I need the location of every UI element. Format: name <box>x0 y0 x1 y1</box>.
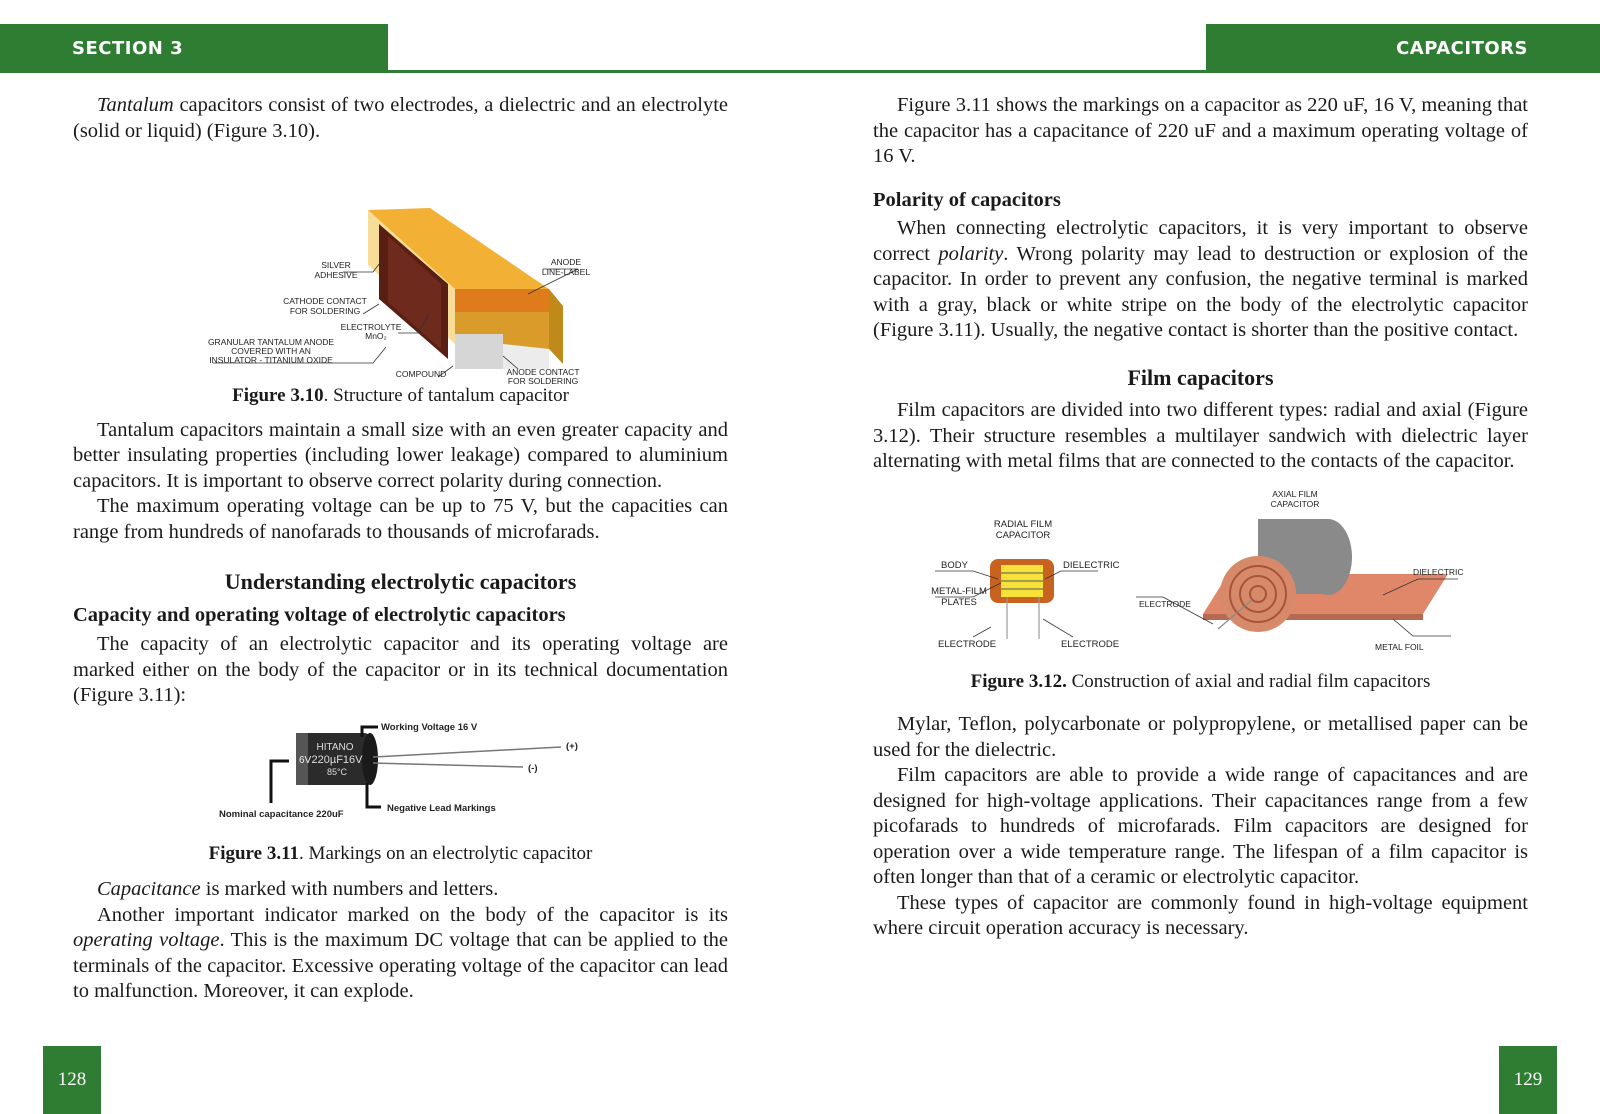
label-axial-2: CAPACITOR <box>1270 498 1320 509</box>
svg-text:PLATES <box>941 597 977 608</box>
paragraph: The capacity of an electrolytic capacitor and its operating voltage are marked either on the body of the capacitor or in its technical documentation (Figure 3.11): <box>73 633 728 706</box>
emphasis: operating voltage <box>73 929 220 951</box>
label-granular-2: COVERED WITH AN <box>231 346 311 356</box>
label-granular-3: INSULATOR - TITANIUM OXIDE <box>209 355 333 365</box>
label-nominal-capacitance: Nominal capacitance 220uF <box>219 808 344 820</box>
chapter-header <box>1206 24 1600 72</box>
label-plus: (+) <box>566 740 578 752</box>
svg-text:85°C <box>327 767 348 777</box>
paragraph <box>73 93 728 144</box>
film-capacitors-diagram <box>873 479 1528 659</box>
text: is marked with numbers and letters. <box>200 878 499 900</box>
svg-text:ELECTRODE <box>1061 639 1119 650</box>
text: When connecting electrolytic capacitors, it is very important to observe correct <box>873 217 1528 265</box>
svg-text:MnO₂ <box>365 331 387 341</box>
figure-3-12 <box>873 479 1528 659</box>
emphasis: Tantalum <box>97 94 174 116</box>
body-side: 6V <box>299 754 312 766</box>
label-mno2: MnO₂ <box>365 331 387 341</box>
page-number-left <box>43 1046 101 1114</box>
header-rule <box>0 70 1600 73</box>
caption-text: Construction of axial and radial film capacitors <box>1066 670 1431 692</box>
svg-text:Nominal capacitance 220uF <box>219 809 344 820</box>
label-adhesive: ADHESIVE <box>314 270 358 280</box>
label-metal-foil: METAL FOIL <box>1375 641 1424 652</box>
section-label: SECTION 3 <box>72 37 184 59</box>
svg-text:ADHESIVE <box>315 270 358 280</box>
chapter-label: CAPACITORS <box>1396 37 1528 59</box>
svg-text:DIELECTRIC <box>1063 560 1120 571</box>
svg-text:CATHODE CONTACT <box>283 296 367 306</box>
label-body: BODY <box>941 559 968 571</box>
section-heading: Film capacitors <box>1127 364 1274 390</box>
label-axial: AXIAL FILM <box>1272 488 1318 499</box>
figure-caption <box>873 669 1528 695</box>
paragraph: Tantalum capacitors maintain a small size with an even greater capacity and better insulating properties (including lower leakage) compared to aluminium capacitors. It is important to observe correct polarity during connection. <box>73 418 728 492</box>
label-anode-line: LINE-LABEL <box>541 267 591 277</box>
label-minus: (-) <box>528 762 538 774</box>
label-compound: COMPOUND <box>395 369 447 379</box>
label-dielectric-radial: DIELECTRIC <box>1063 559 1120 571</box>
svg-text:ELECTRODE <box>938 639 996 650</box>
page-number-right <box>1499 1046 1557 1114</box>
text: . This is the maximum DC voltage that can be applied to the terminals of the capacitor. Excessive operating voltage of the capacitor can lead to malfunction. Moreover, it can explode. <box>73 929 729 1002</box>
paragraph: The maximum operating voltage can be up to 75 V, but the capacities can range from hundreds of nanofarads to thousands of microfarads. <box>73 495 728 543</box>
svg-text:220µF16V <box>312 754 364 766</box>
caption-number: Figure 3.10 <box>232 385 324 406</box>
label-radial: RADIAL FILM <box>993 518 1053 530</box>
label-anode-contact: ANODE CONTACT <box>506 367 580 377</box>
page-number: 128 <box>57 1069 87 1090</box>
svg-text:BODY <box>941 560 969 571</box>
svg-text:COMPOUND <box>396 369 447 379</box>
svg-text:Negative Lead Markings <box>387 803 496 814</box>
svg-text:SILVER <box>321 260 351 270</box>
paragraph <box>873 216 1528 344</box>
svg-text:Working Voltage 16 V <box>381 722 478 733</box>
svg-text:ELECTRODE <box>1139 599 1191 609</box>
svg-text:6V <box>299 755 312 766</box>
svg-text:(-) <box>528 763 538 774</box>
label-silver: SILVER <box>321 260 351 270</box>
svg-text:AXIAL FILM <box>1272 489 1318 499</box>
electrolytic-capacitor-diagram <box>73 719 728 839</box>
paragraph <box>73 877 728 903</box>
label-working-voltage: Working Voltage 16 V <box>381 721 478 733</box>
svg-text:RADIAL FILM <box>994 519 1052 530</box>
label-electrolyte: ELECTROLYTE <box>340 322 402 332</box>
figure-caption <box>73 383 728 409</box>
body-brand: HITANO <box>316 741 354 753</box>
svg-text:LINE-LABEL <box>542 267 590 277</box>
emphasis: polarity <box>938 242 1004 265</box>
svg-text:CAPACITOR <box>996 530 1051 541</box>
svg-text:METAL FOIL <box>1375 642 1424 652</box>
tantalum-capacitor-diagram <box>73 144 728 386</box>
svg-text:FOR SOLDERING <box>508 376 578 386</box>
svg-text:CAPACITOR <box>1271 499 1320 509</box>
page-number: 129 <box>1513 1069 1543 1090</box>
figure-3-11 <box>73 719 728 839</box>
label-radial-2: CAPACITOR <box>995 529 1051 541</box>
paragraph: Film capacitors are divided into two different types: radial and axial (Figure 3.12). Their structure resembles a multilayer sandwich with dielectric layer alternating with metal films that are connected to the contacts of the capacitor. <box>873 399 1528 472</box>
label-negative-lead: Negative Lead Markings <box>387 802 496 814</box>
figure-3-10 <box>73 144 728 386</box>
paragraph: Mylar, Teflon, polycarbonate or polypropylene, or metallised paper can be used for the dielectric. <box>873 713 1528 761</box>
section-header <box>0 24 388 72</box>
svg-text:(+) <box>566 741 578 752</box>
paragraph <box>73 903 728 1005</box>
caption-number: Figure 3.12. <box>970 670 1067 692</box>
label-cathode: CATHODE CONTACT <box>283 296 367 306</box>
label-anode: ANODE <box>550 257 582 267</box>
body-value: 220µF16V <box>311 753 363 766</box>
right-page-column <box>873 93 1528 942</box>
label-anode-contact-2: FOR SOLDERING <box>507 376 579 386</box>
svg-text:INSULATOR - TITANIUM OXIDE <box>209 355 333 365</box>
svg-text:HITANO <box>316 742 353 753</box>
caption-text: . Markings on an electrolytic capacitor <box>299 842 593 864</box>
text: Another important indicator marked on the body of the capacitor is its <box>97 903 728 926</box>
label-dielectric-axial: DIELECTRIC <box>1413 566 1464 577</box>
subsection-heading: Polarity of capacitors <box>873 188 1061 211</box>
left-page-column <box>73 93 728 1005</box>
svg-text:FOR SOLDERING <box>290 306 360 316</box>
label-metal-film: METAL-FILM <box>931 585 987 597</box>
label-cathode-2: FOR SOLDERING <box>289 306 361 316</box>
svg-text:DIELECTRIC <box>1413 567 1464 577</box>
emphasis: Capacitance <box>97 878 201 900</box>
figure-caption <box>73 841 728 867</box>
paragraph: These types of capacitor are commonly found in high-voltage equipment where circuit operation accuracy is necessary. <box>873 891 1528 939</box>
label-electrode-axial: ELECTRODE <box>1139 598 1191 609</box>
label-granular: GRANULAR TANTALUM ANODE <box>207 337 335 347</box>
svg-text:METAL-FILM <box>931 586 987 597</box>
paragraph: Film capacitors are able to provide a wide range of capacitances and are designed for high-voltage applications. Their capacitances range from a few picofarads to hundreds of microfarads. Film capacitors are designed for operation over a wide temperature range. The lifespan of a film capacitor is often longer than that of a ceramic or electrolytic capacitor. <box>873 764 1528 888</box>
svg-text:ANODE <box>551 257 582 267</box>
subsection-heading: Capacity and operating voltage of electrolytic capacitors <box>73 603 566 626</box>
label-electrode-1: ELECTRODE <box>938 638 997 650</box>
caption-number: Figure 3.11 <box>208 842 300 864</box>
body-temp: 85°C <box>326 766 348 777</box>
text: . Wrong polarity may lead to destruction or explosion of the capacitor. In order to prevent any confusion, the negative terminal is marked with a gray, black or white stripe on the body of the electrolytic capacitor (Figure 3.11). Usually, the negative contact is shorter than the positive contact. <box>873 242 1528 341</box>
label-plates: PLATES <box>941 596 977 608</box>
text: capacitors consist of two electrodes, a dielectric and an electrolyte (solid or liquid) (Figure 3.10). <box>73 94 728 142</box>
paragraph: Figure 3.11 shows the markings on a capacitor as 220 uF, 16 V, meaning that the capacitor has a capacitance of 220 uF and a maximum operating voltage of 16 V. <box>873 94 1528 167</box>
label-electrode-2: ELECTRODE <box>1061 638 1120 650</box>
section-heading: Understanding electrolytic capacitors <box>224 569 577 594</box>
caption-text: . Structure of tantalum capacitor <box>323 385 569 406</box>
